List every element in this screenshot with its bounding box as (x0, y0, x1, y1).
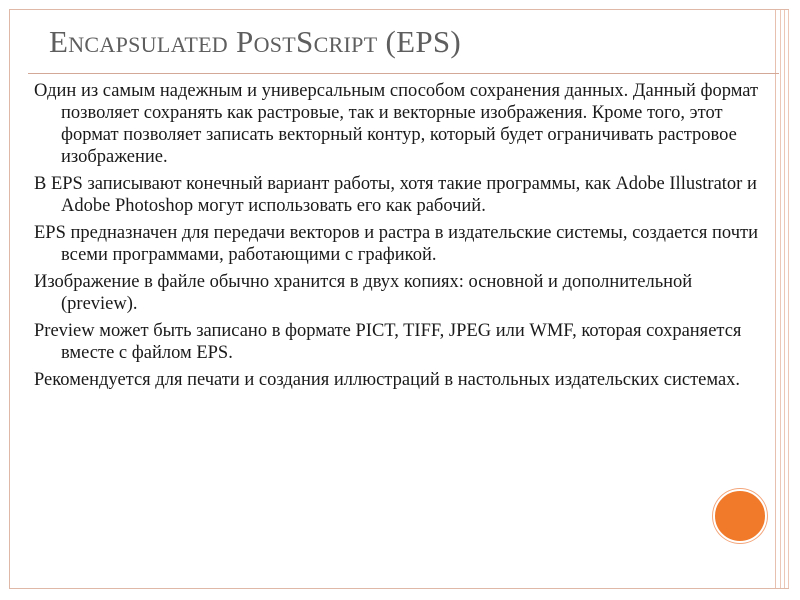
band-line (784, 10, 785, 588)
right-decorative-band (775, 10, 790, 588)
slide-title: Encapsulated PostScript (EPS) (49, 24, 462, 59)
orange-circle-icon (713, 489, 767, 543)
paragraph: EPS предназначен для передачи векторов и растра в издательские системы, создается почти всеми программами, работающими с графикой. (34, 223, 758, 265)
band-line (780, 10, 781, 588)
band-line (788, 10, 789, 588)
paragraph: В EPS записывают конечный вариант работы, хотя такие программы, как Adobe Illustrator и Adobe Photoshop могут использовать его как рабочий. (34, 174, 757, 216)
paragraph: Preview может быть записано в формате PICT, TIFF, JPEG или WMF, которая сохраняется вместе с файлом EPS. (34, 321, 742, 363)
slide-body (34, 80, 764, 396)
paragraph: Рекомендуется для печати и создания иллюстраций в настольных издательских системах. (34, 370, 741, 390)
title-divider (28, 73, 779, 74)
paragraph: Один из самым надежным и универсальным способом сохранения данных. Данный формат позволяет сохранять как растровые, так и векторные изображения. Кроме того, этот формат позволяет записать векторный контур, который будет ограничивать растровое изображение. (34, 81, 759, 167)
paragraph: Изображение в файле обычно хранится в двух копиях: основной и дополнительной (preview). (34, 272, 693, 314)
